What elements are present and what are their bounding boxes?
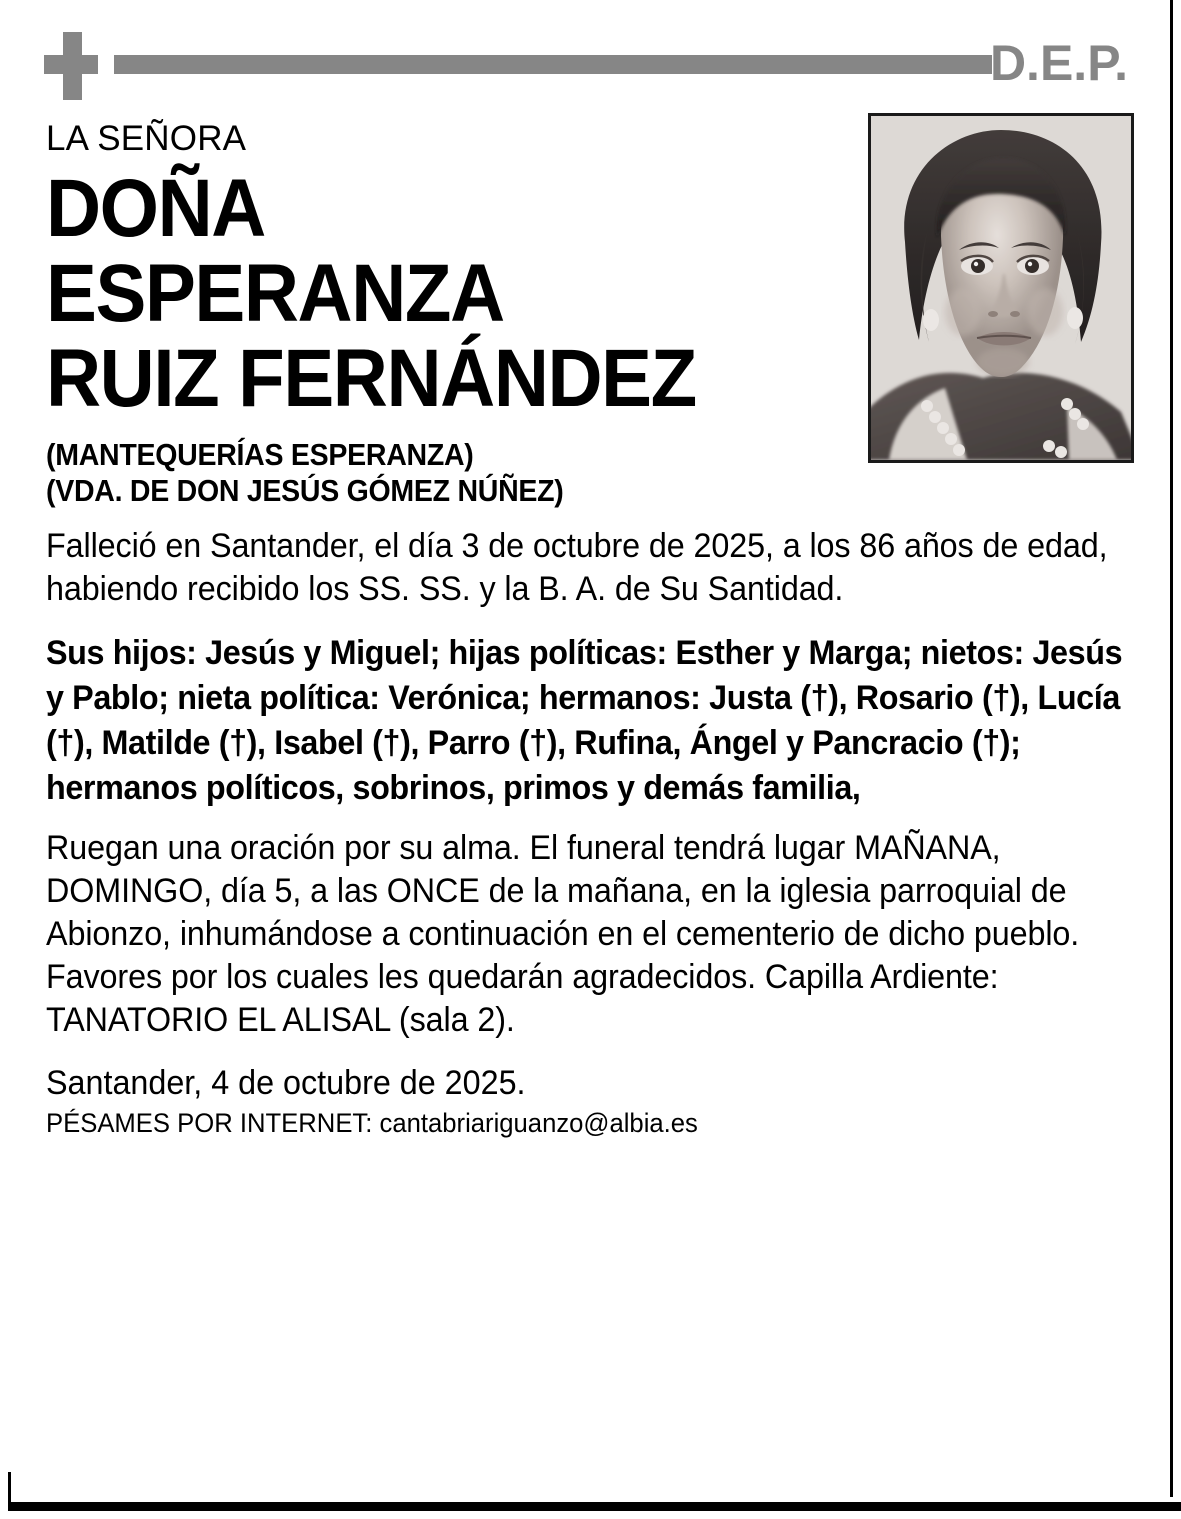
death-notice-text: Falleció en Santander, el día 3 de octubre de 2025, a los 86 años de edad, habiendo recibido los SS. SS. y la B. A. de Su Santidad. xyxy=(46,527,1108,608)
honorific-label: LA SEÑORA xyxy=(46,119,247,158)
name-line-2: ESPERANZA xyxy=(46,248,504,339)
name-line-3: RUIZ FERNÁNDEZ xyxy=(46,333,696,424)
border-bottom xyxy=(8,1502,1181,1511)
notice-header xyxy=(44,32,1128,102)
header-rule xyxy=(114,55,992,74)
border-left-tick xyxy=(8,1472,11,1506)
alias-line-1: (MANTEQUERÍAS ESPERANZA) xyxy=(46,437,474,472)
cross-horizontal-bar xyxy=(44,55,98,74)
name-line-1: DOÑA xyxy=(46,163,265,254)
latin-cross-icon xyxy=(44,32,98,100)
alias-line-2: (VDA. DE DON JESÚS GÓMEZ NÚÑEZ) xyxy=(46,473,564,508)
dep-label: D.E.P. xyxy=(989,35,1128,91)
survivors-text: Sus hijos: Jesús y Miguel; hijas políticas: Esther y Marga; nietos: Jesús y Pablo; nieta política: Verónica; hermanos: Justa (†), Rosario (†), Lucía (†), Matilde (†), Isabel (†), Parro (†), Rufina, Ángel y Pancracio (†); hermanos políticos, sobrinos, primos y demás familia, xyxy=(46,634,1123,807)
border-right xyxy=(1170,0,1173,1497)
portrait-photograph xyxy=(871,116,1131,460)
condolences-line: PÉSAMES POR INTERNET: cantabriariguanzo@albia.es xyxy=(46,1108,698,1138)
deceased-name xyxy=(46,163,866,424)
portrait-photo-frame xyxy=(868,113,1134,463)
funeral-details-text: Ruegan una oración por su alma. El funeral tendrá lugar MAÑANA, DOMINGO, día 5, a las ONCE de la mañana, en la iglesia parroquial de Abionzo, inhumándose a continuación en el cementerio de dicho pueblo. Favores por los cuales les quedarán agradecidos. Capilla Ardiente: TANATORIO EL ALISAL (sala 2). xyxy=(46,829,1080,1039)
place-date-line: Santander, 4 de octubre de 2025. xyxy=(46,1064,526,1102)
